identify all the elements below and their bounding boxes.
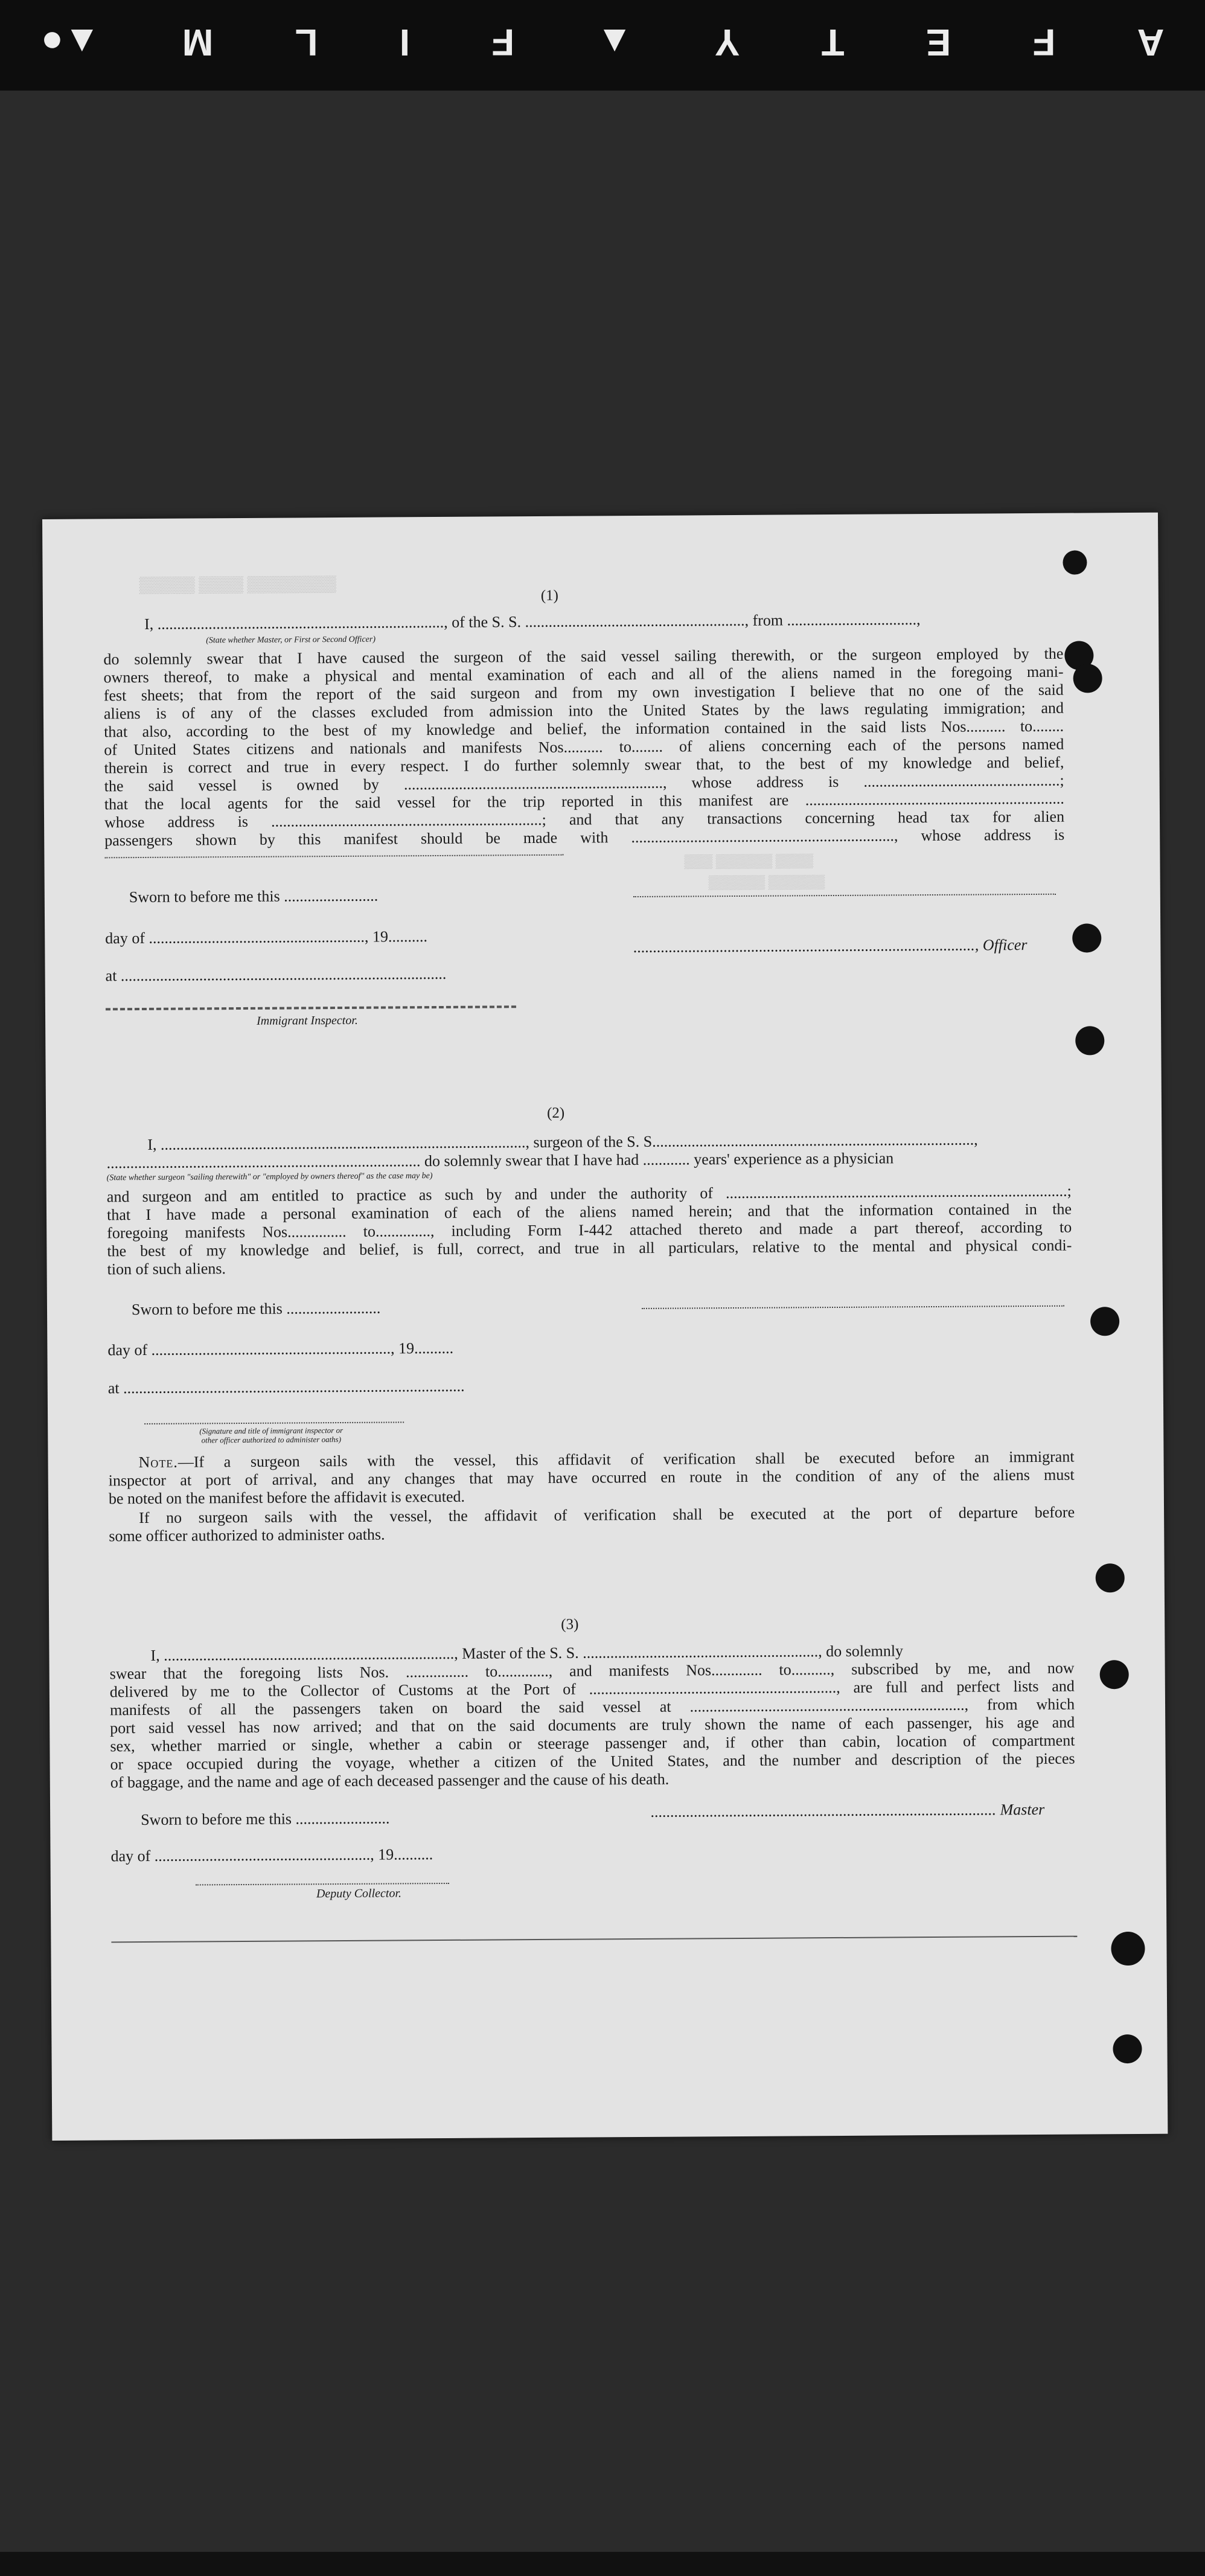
bottom-rule xyxy=(111,1936,1077,1943)
section-1-sworn-line: Sworn to before me this ........................ xyxy=(129,886,379,906)
section-2-second-line: ................................................................................ do solemnly swear that I have had ............ years' experience as a physician xyxy=(106,1149,894,1172)
film-letter: ▲● xyxy=(40,21,101,63)
caption-line: other officer authorized to administer oaths) xyxy=(201,1435,342,1445)
punch-hole xyxy=(1063,550,1087,574)
body-line: owners thereof, to make a physical and mental examination of each and all of the aliens named in the foregoing mani- xyxy=(103,662,1064,687)
section-1-inspector-caption: Immigrant Inspector. xyxy=(257,1013,358,1028)
section-3-number: (3) xyxy=(561,1616,579,1633)
film-letter: L xyxy=(295,21,318,63)
section-1-hint: (State whether Master, or First or Second Officer) xyxy=(206,635,376,646)
film-letter: ▲ xyxy=(596,21,633,63)
bleed-through-mark: ▒▒▒▒▒▒ ▒▒▒▒▒▒ xyxy=(708,874,825,890)
section-1-at-line: at ................................................................................... xyxy=(105,964,447,985)
body-line: delivered by me to the Collector of Customs at the Port of ..............................................................., are full and perfect lists and xyxy=(109,1677,1075,1701)
film-letter: I xyxy=(399,21,411,63)
film-letter: Y xyxy=(715,21,740,63)
bleed-through-mark: ▒▒▒ ▒▒▒▒▒▒ ▒▒▒▒ xyxy=(684,853,814,869)
note-line: If no surgeon sails with the vessel, the affidavit of verification shall be executed at the port of departure before xyxy=(139,1503,1075,1527)
punch-hole xyxy=(1072,923,1101,952)
section-1-inspector-signature xyxy=(106,1005,516,1010)
section-2-hint: (State whether surgeon "sailing therewith" or "employed by owners thereof" as the case may be) xyxy=(106,1171,433,1183)
section-1-first-line: I, ........................................................................., of the S. S. ........................................................, from ................................., xyxy=(144,610,921,633)
section-2-number: (2) xyxy=(546,1104,565,1121)
bleed-through-mark: ▒▒▒▒▒ ▒▒▒▒ ▒▒▒▒▒▒▒▒ xyxy=(139,575,336,594)
body-line: the said vessel is owned by .................................................................., whose address is ..................................................; xyxy=(104,771,1064,795)
body-line: of baggage, and the name and age of each deceased passenger and the cause of his death. xyxy=(110,1770,670,1792)
section-2-signature-caption xyxy=(162,1426,380,1445)
film-letter: F xyxy=(491,21,515,63)
section-1-number: (1) xyxy=(540,587,559,604)
note-line: be noted on the manifest before the affidavit is executed. xyxy=(108,1487,465,1508)
caption-line: (Signature and title of immigrant inspector or xyxy=(199,1425,344,1436)
film-letter: A xyxy=(1137,21,1165,63)
body-line: that I have made a personal examination of each of the aliens named herein; and that the information contained in the xyxy=(106,1200,1072,1224)
body-line: sex, whether married or single, whether a cabin or steerage passenger and, if other than cabin, location of compartment xyxy=(110,1731,1075,1755)
note-label: Note. xyxy=(138,1453,178,1472)
body-line: do solemnly swear that I have caused the surgeon of the said vessel sailing therewith, or the surgeon employed by the xyxy=(103,644,1064,668)
section-3-first-line: I, .........................................................................., Master of the S. S. ............................................................, do solemnly xyxy=(150,1642,904,1664)
section-2-first-line: I, ............................................................................................., surgeon of the S. S.................................................................................., xyxy=(147,1130,978,1153)
note-line: some officer authorized to administer oaths. xyxy=(109,1525,385,1545)
film-strip-top xyxy=(0,0,1205,91)
section-1-day-line: day of ......................................................., 19.......... xyxy=(105,928,428,947)
body-line: that also, according to the best of my knowledge and belief, the information contained in the said lists Nos.......... to........ xyxy=(104,717,1064,741)
section-2-day-line: day of ............................................................., 19.......... xyxy=(107,1339,454,1359)
section-3-sworn-line: Sworn to before me this ........................ xyxy=(141,1809,390,1829)
body-line: therein is correct and true in every respect. I do further solemnly swear that, to the best of my knowledge and belief, xyxy=(104,753,1064,777)
punch-hole xyxy=(1073,664,1102,693)
film-letter: T xyxy=(821,21,845,63)
section-2-at-line: at ....................................................................................... xyxy=(107,1377,465,1397)
body-line: foregoing manifests Nos............... to.............., including Form I-442 attached thereto and made a part thereof, according to xyxy=(107,1218,1072,1242)
body-line: passengers shown by this manifest should be made with ..................................................................., whose address is xyxy=(104,825,1065,850)
section-2-officer-signature xyxy=(144,1421,404,1424)
body-line: port said vessel has now arrived; and that on the said documents are truly shown the name of each passenger, his age and xyxy=(110,1713,1075,1737)
section-2-signature-line xyxy=(642,1306,1064,1309)
punch-hole xyxy=(1090,1307,1119,1336)
body-line: tion of such aliens. xyxy=(107,1260,226,1278)
body-line: or space occupied during the voyage, whether a citizen of the United States, and the number and description of the pieces xyxy=(110,1749,1075,1773)
body-line: aliens is of any of the classes excluded from admission into the United States by the laws regulating immigration; and xyxy=(103,699,1064,723)
manifest-affidavit-page xyxy=(42,513,1168,2141)
section-1-continuation-line xyxy=(104,854,563,859)
body-line: the best of my knowledge and belief, is full, correct, and true in all particulars, relative to the mental and physical condi- xyxy=(107,1236,1072,1260)
section-1-signature-line xyxy=(633,894,1056,897)
body-line: of United States citizens and nationals and manifests Nos.......... to........ of aliens concerning each of the persons named xyxy=(104,735,1064,759)
body-line: swear that the foregoing lists Nos. ................ to............., and manifests Nos............. to.........., subscribed by me, and now xyxy=(109,1659,1075,1683)
punch-hole xyxy=(1075,1026,1104,1055)
punch-hole xyxy=(1100,1660,1129,1689)
body-line: whose address is .....................................................................; and that any transactions concerning head tax for alien xyxy=(104,807,1065,831)
section-3-day-line: day of ......................................................., 19.......... xyxy=(110,1845,433,1865)
film-letter: E xyxy=(925,21,951,63)
film-strip-bottom xyxy=(0,2552,1205,2576)
punch-hole xyxy=(1113,2034,1142,2063)
section-3-collector-signature xyxy=(196,1883,449,1886)
note-line: inspector at port of arrival, and any changes that may have occurred en route in the condition of any of the aliens must xyxy=(108,1466,1075,1490)
body-line: fest sheets; that from the report of the said surgeon and from my own investigation I believe that no one of the said xyxy=(103,681,1064,705)
section-3-deputy-caption: Deputy Collector. xyxy=(316,1886,402,1901)
film-letter: M xyxy=(182,21,214,63)
body-line: and surgeon and am entitled to practice as such by and under the authority of .......................................................................................; xyxy=(106,1182,1072,1206)
note-text: —If a surgeon sails with the vessel, this affidavit of verification shall be executed before an immigrant xyxy=(177,1447,1075,1471)
section-1-officer-line: ......................................................................................., Officer xyxy=(633,936,1028,956)
body-line: manifests of all the passengers taken on board the said vessel at ......................................................................, from which xyxy=(109,1695,1075,1719)
punch-hole xyxy=(1096,1563,1125,1592)
section-3-master-line: ........................................................................................ Master xyxy=(651,1800,1045,1821)
film-strip-lettering xyxy=(0,18,1205,66)
film-letter: F xyxy=(1032,21,1056,63)
punch-hole xyxy=(1111,1932,1145,1966)
section-2-sworn-line: Sworn to before me this ........................ xyxy=(131,1299,381,1319)
body-line: that the local agents for the said vessel for the trip reported in this manifest are .................................................................. xyxy=(104,789,1064,813)
